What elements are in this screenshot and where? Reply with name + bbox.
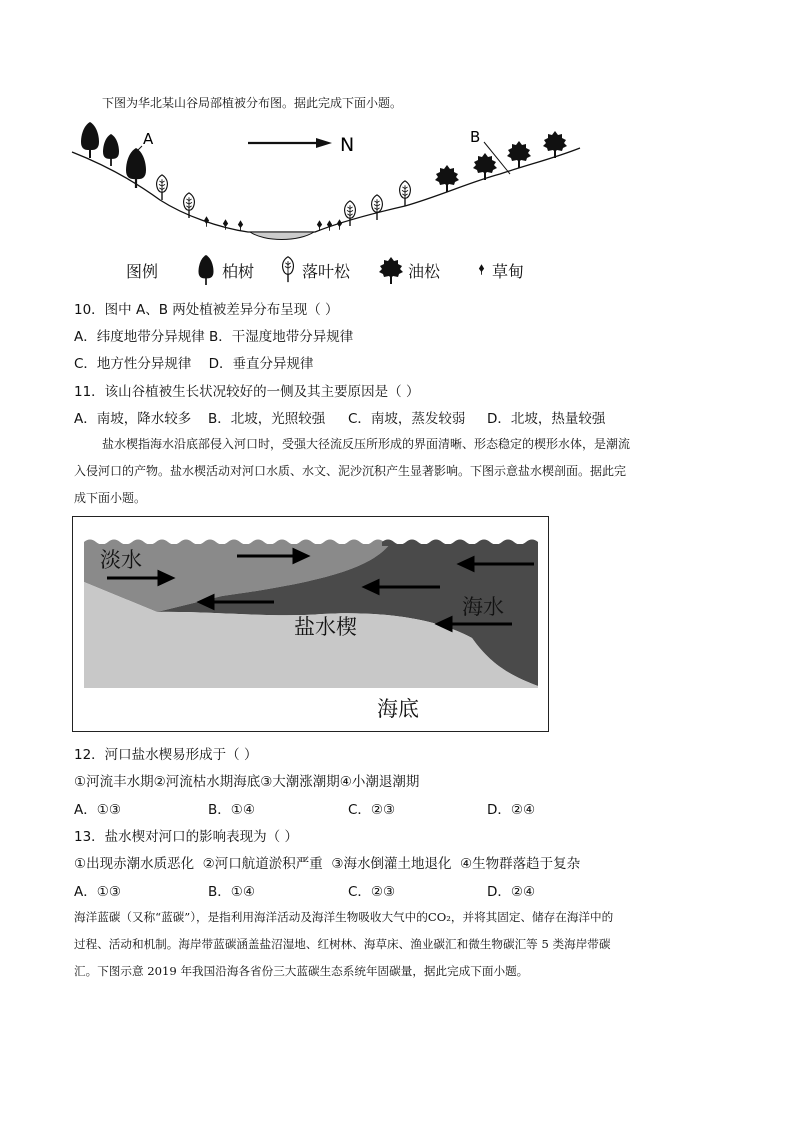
legend-title: 图例: [126, 262, 159, 281]
label-b: B: [470, 128, 481, 146]
bluecarbon-line2: 过程、活动和机制。海岸带蓝碳涵盖盐沼湿地、红树林、海草床、渔业碳汇和微生物碳汇等 5 类海岸带碳: [74, 937, 611, 951]
salt-intro-line1: 盐水楔指海水沿底部侵入河口时，受强大径流反压所形成的界面清晰、形态稳定的楔形水体，是潮流: [102, 437, 631, 451]
cypress-tree-icon: [103, 134, 119, 166]
larch-icon: [281, 255, 295, 283]
larch-tree-icon: [345, 201, 356, 226]
q13-option-c: C．②③: [348, 884, 396, 900]
q13-option-a: A．①③: [74, 884, 121, 900]
salt-intro-line3: 成下面小题。: [74, 491, 147, 505]
grass-icon: [327, 220, 332, 231]
q12-items: ①河流丰水期②河流枯水期海底③大潮涨潮期④小潮退潮期: [74, 774, 420, 790]
q11-option-c: C．南坡，蒸发较弱: [348, 411, 466, 427]
q13-stem: 13．盐水楔对河口的影响表现为（ ）: [74, 829, 298, 845]
q10-options-2: C．地方性分异规律 D．垂直分异规律: [74, 356, 314, 372]
legend-pine: 油松: [408, 262, 441, 281]
q12-option-b: B．①④: [208, 802, 255, 818]
larch-tree-icon: [400, 181, 411, 206]
salt-intro-line2: 入侵河口的产物。盐水楔活动对河口水质、水文、泥沙沉积产生显著影响。下图示意盐水楔剖面。据此完: [74, 464, 627, 478]
q12-stem: 12．河口盐水楔易形成于（ ）: [74, 747, 258, 763]
salt-wedge-label: 盐水楔: [294, 615, 357, 639]
pine-tree-icon: [435, 165, 459, 192]
q12-option-c: C．②③: [348, 802, 396, 818]
valley-legend: [126, 255, 596, 285]
q11-stem: 11．该山谷植被生长状况较好的一侧及其主要原因是（ ）: [74, 384, 420, 400]
grass-icon: [337, 219, 342, 230]
grass-icon: [204, 216, 209, 227]
salt-wedge-figure: [72, 516, 549, 732]
legend-grass: 草甸: [492, 262, 525, 281]
larch-tree-icon: [372, 195, 383, 220]
sea-water-label: 海水: [462, 595, 504, 619]
terrain-profile: [72, 148, 580, 232]
q11-option-b: B．北坡，光照较强: [208, 411, 326, 427]
fresh-water-label: 淡水: [100, 548, 142, 572]
seabed-label: 海底: [377, 697, 419, 721]
q12-option-a: A．①③: [74, 802, 121, 818]
legend-cypress: 柏树: [222, 262, 255, 281]
bluecarbon-line3: 汇。下图示意 2019 年我国沿海各省份三大蓝碳生态系统年固碳量，据此完成下面小题。: [74, 964, 529, 978]
grass-icon: [238, 220, 243, 231]
cypress-icon: [196, 255, 216, 285]
q10-options-1: A．纬度地带分异规律 B．干湿度地带分异规律: [74, 329, 354, 345]
q12-option-d: D．②④: [487, 802, 536, 818]
river-icon: [250, 232, 314, 240]
pine-tree-icon: [507, 141, 531, 168]
legend-larch: 落叶松: [302, 262, 351, 281]
valley-intro: 下图为华北某山谷局部植被分布图。据此完成下面小题。: [102, 96, 403, 110]
bluecarbon-line1: 海洋蓝碳（又称“蓝碳”），是指利用海洋活动及海洋生物吸收大气中的CO₂，并将其固定、储存在海洋中的: [74, 910, 614, 924]
cypress-tree-icon: [81, 122, 99, 158]
label-a: A: [143, 130, 154, 148]
larch-tree-icon: [157, 175, 168, 200]
larch-tree-icon: [184, 193, 195, 218]
grass-legend-icon: [478, 264, 485, 275]
north-label: N: [340, 134, 355, 156]
q13-items: ①出现赤潮水质恶化 ②河口航道淤积严重 ③海水倒灌土地退化 ④生物群落趋于复杂: [74, 856, 581, 872]
q10-stem: 10．图中 A、B 两处植被差异分布呈现（ ）: [74, 302, 339, 318]
q11-option-a: A．南坡，降水较多: [74, 411, 192, 427]
cypress-tree-icon: [126, 148, 146, 188]
q13-option-b: B．①④: [208, 884, 255, 900]
pine-icon: [378, 256, 404, 284]
q11-option-d: D．北坡，热量较强: [487, 411, 606, 427]
q13-option-d: D．②④: [487, 884, 536, 900]
